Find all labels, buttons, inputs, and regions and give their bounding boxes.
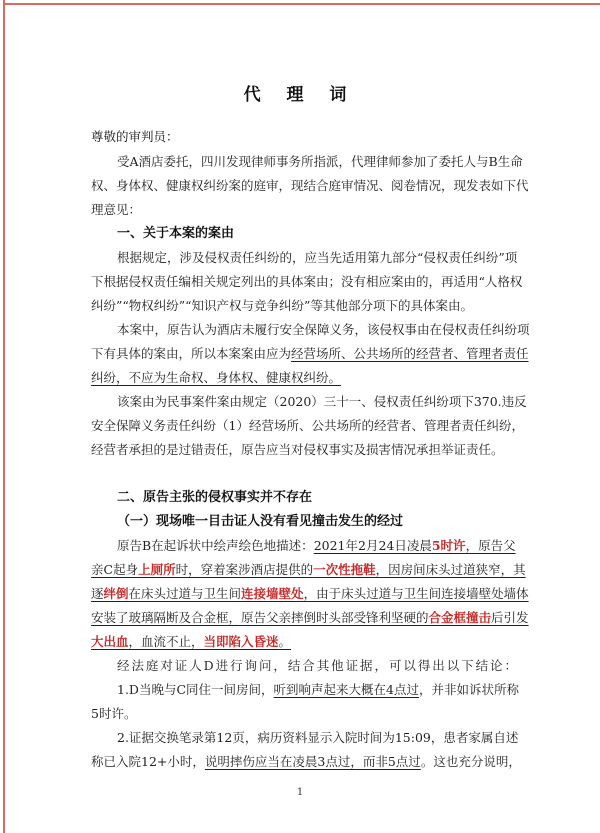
s1-p2-line-3: 纠纷，不应为生命权、身体权、健康权纠纷。 [91,370,342,385]
s2-p1-frame-highlight: 合金框撞击 [428,610,492,625]
s2-p1-b3: 时，穿着案涉酒店提供的 [175,562,314,577]
section2-heading: 二、原告主张的侵权事实并不存在 [117,490,313,505]
s2-p1-d1: 安装了玻璃隔断及合金框，原告父亲摔倒时头部受锋利坚硬的 [91,610,429,625]
intro-line-2: 权、身体权、健康权纠纷案的庭审，现结合庭审情况、阅卷情况，现发表如下代 [91,178,529,193]
s2-item1-plain: 1.D当晚与C同住一间房间， [117,682,274,697]
s2-p1-a1: 原告B在起诉状中绘声绘色地描述： [117,538,314,553]
s1-p3-line-1: 该案由为民事案件案由规定（2020）三十一、侵权责任纠纷项下370.违反 [117,394,527,409]
s2-p1-line-4 [91,610,529,626]
s1-p1-line-1: 根据规定，涉及侵权责任纠纷的，应当先适用第九部分“侵权责任纠纷”项 [117,250,518,265]
s2-p1-bleeding-highlight: 大出血 [91,634,129,649]
s1-p1-line-3: 纠纷”“物权纠纷”“知识产权与竞争纠纷”等其他部分项下的具体案由。 [91,298,473,313]
case-cause-underlined: 经营场所、公共场所的经营者、管理者责任 [291,346,529,361]
s1-p2-line-1: 本案中，原告认为酒店未履行安全保障义务，该侵权事由在侵权责任纠纷项 [117,322,530,337]
s2-item2-line-2 [91,754,521,770]
s2-item2-underlined: 说明摔伤应当在凌晨3点过，而非5点过 [204,754,421,769]
s2-p1-tripped-highlight: 绊倒 [103,586,129,601]
s1-p2-line-2-text: 下有具体的案由，所以本案案由应为 [91,346,292,361]
s2-item1-line-2: 5时许。 [91,706,137,721]
intro-line-1: 受A酒店委托，四川发现律师事务所指派，代理律师参加了委托人与B生命 [117,154,523,169]
s2-p1-time-highlight: 5时许 [431,538,466,553]
s2-p1-slippers-highlight: 一次性拖鞋 [313,562,376,577]
s2-p1-c1: 逐 [91,586,104,601]
s2-p1-a4: ，原告父 [465,538,516,553]
s2-item1-underlined: 听到响声起来大概在4点过 [273,682,419,697]
s2-p1-line-3 [91,586,529,602]
s2-item1-end: ，并非如诉状所称 [418,682,519,697]
s2-p1-a-underlined [314,538,516,553]
intro-line-3: 理意见： [91,202,142,217]
s2-item1-line-1 [117,682,519,698]
document-title: 代 理 词 [243,85,357,105]
s1-p3-line-2: 安全保障义务责任纠纷（1）经营场所、公共场所的经营者、管理者责任纠纷， [91,418,524,433]
s2-p1-e2: ，血流不止， [128,634,204,649]
s1-p3-line-3: 经营者承担的是过错责任，原告应当对侵权事实及损害情况承担举证责任。 [91,442,504,457]
s2-p1-e4: 。 [278,634,292,649]
s2-item2-plain: 称已入院12+小时， [91,754,205,769]
section1-heading: 一、关于本案的案由 [117,226,235,241]
s2-p1-b1: 亲C起身 [91,562,139,577]
s2-p1-a2: 2021年2月24日凌晨 [313,538,432,553]
salutation: 尊敬的审判员： [91,129,179,144]
s2-p1-coma-highlight: 当即陷入昏迷 [203,634,279,649]
s2-p1-c3: 在床头过道与卫生间 [128,586,242,601]
s2-p1-line-2 [91,562,526,578]
s2-item2-end: 。这也充分说明， [420,754,521,769]
s1-p2-line-2 [91,346,529,362]
s2-p1-line-1 [117,538,516,554]
s2-p1-d3: 后引发 [491,610,529,625]
section2-subheading-1: （一）现场唯一目击证人没有看见撞击发生的经过 [117,514,404,529]
s1-p1-line-2: 下根据侵权责任编相关规定列出的具体案由；没有相应案由的，再适用“人格权 [91,274,523,289]
s2-p1-toilet-highlight: 上厕所 [138,562,176,577]
s2-item2-line-1: 2.证据交换笔录第12页，病历资料显示入院时间为15:09，患者家属自述 [117,730,519,745]
page-number: 1 [296,787,304,798]
s2-p1-b5: ，因房间床头过道狭窄，其 [375,562,526,577]
s2-p1-line-5 [91,634,291,650]
s2-p1-c5: ，由于床头过道与卫生间连接墙壁处墙体 [303,586,529,601]
s2-p1-wall-highlight: 连接墙壁处 [241,586,304,601]
s2-p2: 经法庭对证人D进行询问，结合其他证据，可以得出以下结论： [117,658,517,673]
